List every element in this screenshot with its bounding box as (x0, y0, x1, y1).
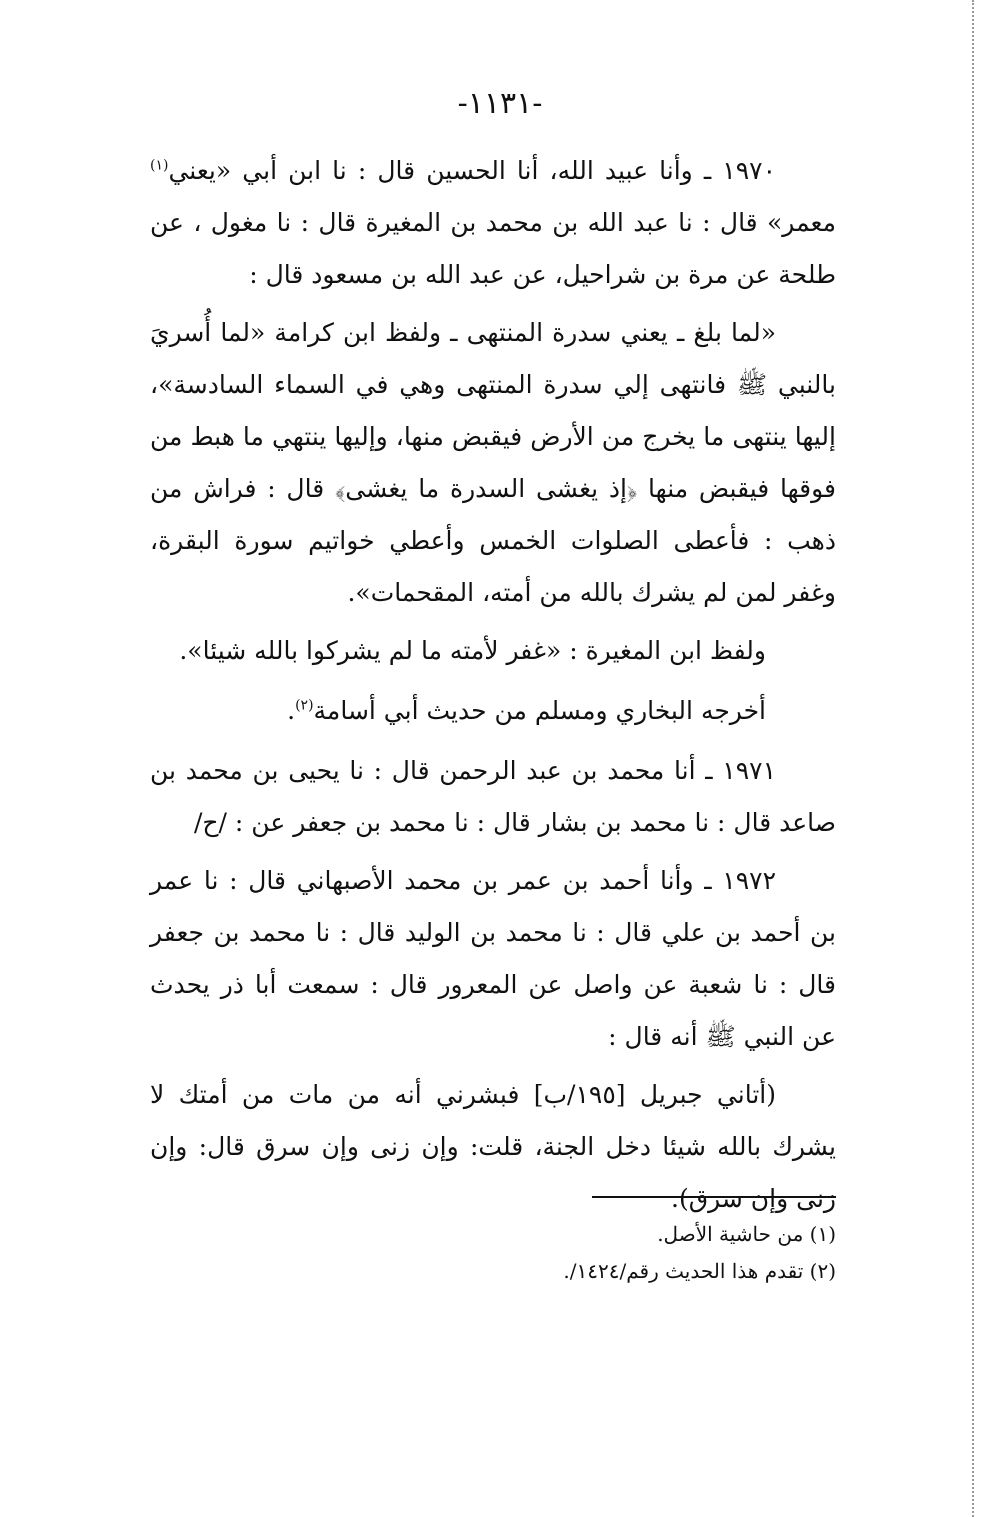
footnotes (300, 1216, 836, 1290)
page-number: -١١٣١- (457, 86, 543, 121)
hadith-1970-rest: معمر» قال : نا عبد الله بن محمد بن المغيرة قال : نا مغول ، عن طلحة عن مرة بن شراحيل، عن عبد الله بن مسعود قال : (150, 208, 836, 289)
footnote-ref-1: (١) (150, 157, 169, 174)
footnote-2: (٢) تقدم هذا الحديث رقم/١٤٢٤/. (563, 1259, 836, 1283)
hadith-1970 (150, 145, 836, 301)
hadith-1971: ١٩٧١ ـ أنا محمد بن عبد الرحمن قال : نا يحيى بن محمد بن صاعد قال : نا محمد بن بشار قال : نا محمد بن جعفر عن : /ح/ (150, 756, 836, 837)
scan-edge-line (972, 0, 974, 1517)
takhrij-text: أخرجه البخاري ومسلم من حديث أبي أسامة (313, 696, 766, 725)
footnote-1: (١) من حاشية الأصل. (657, 1222, 836, 1246)
hadith-1972-text: (أتاني جبريل [١٩٥/ب] فبشرني أنه من مات من أمتك لا يشرك بالله شيئا دخل الجنة، قلت: وإن زنى وإن سرق قال: وإن زنى وإن سرق). (150, 1080, 836, 1213)
footnote-ref-2: (٢) (295, 697, 314, 714)
takhrij-end: . (287, 696, 296, 725)
main-text (150, 145, 836, 1231)
footnote-divider (592, 1196, 836, 1198)
hadith-1972: ١٩٧٢ ـ وأنا أحمد بن عمر بن محمد الأصبهاني قال : نا عمر بن أحمد بن علي قال : نا محمد بن الوليد قال : نا محمد بن جعفر قال : نا شعبة عن واصل عن المعرور قال : سمعت أبا ذر يحدث عن النبي ﷺ أنه قال : (150, 866, 836, 1051)
hadith-1970-start: ١٩٧٠ ـ وأنا عبيد الله، أنا الحسين قال : نا ابن أبي «يعني (168, 156, 776, 185)
takhrij-note (150, 685, 836, 737)
ibn-mughira-wording: ولفظ ابن المغيرة : «غفر لأمته ما لم يشركوا بالله شيئا». (179, 636, 766, 665)
hadith-1970-text: «لما بلغ ـ يعني سدرة المنتهى ـ ولفظ ابن كرامة «لما أُسريَ بالنبي ﷺ فانتهى إلي سدرة المنتهى وهي في السماء السادسة»، إليها ينتهى ما يخرج من الأرض فيقبض منها، وإليها ينتهي ما هبط من فوقها فيقبض منها ﴿إذ يغشى السدرة ما يغشى﴾ قال : فراش من ذهب : فأعطى الصلوات الخمس وأعطي خواتيم سورة البقرة، وغفر لمن لم يشرك بالله من أمته، المقحمات». (150, 318, 836, 607)
